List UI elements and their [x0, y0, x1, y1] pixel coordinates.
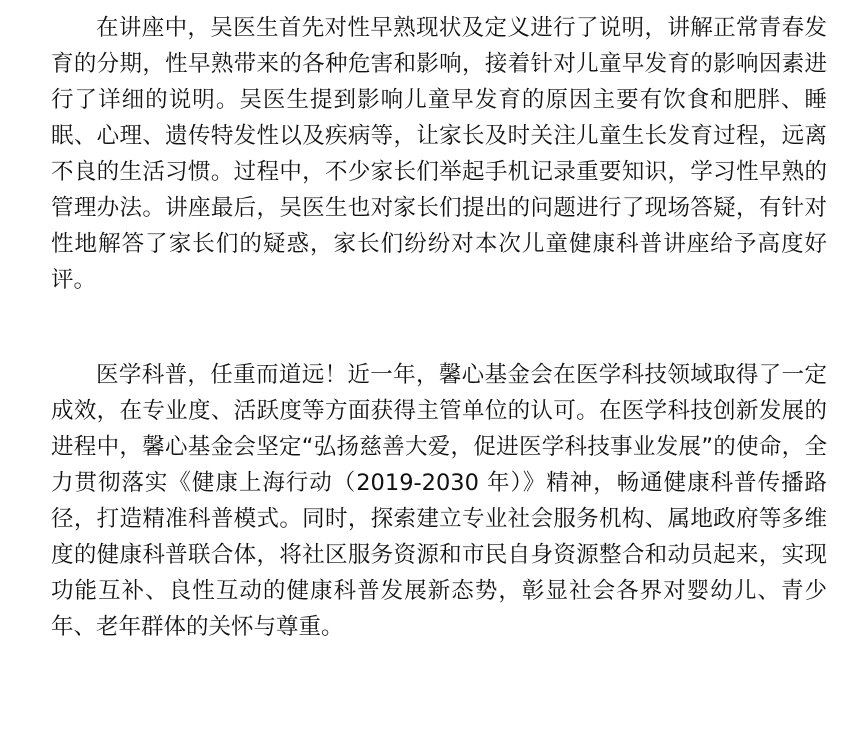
paragraph-lecture-summary: 在讲座中，吴医生首先对性早熟现状及定义进行了说明，讲解正常青春发育的分期，性早熟带来的各种危害和影响，接着针对儿童早发育的影响因素进行了详细的说明。吴医生提到影响儿童早发育的原因主要有饮食和肥胖、睡眠、心理、遗传特发性以及疾病等，让家长及时关注儿童生长发育过程，远离不良的生活习惯。过程中，不少家长们举起手机记录重要知识，学习性早熟的管理办法。讲座最后，吴医生也对家长们提出的问题进行了现场答疑，有针对性地解答了家长们的疑惑，家长们纷纷对本次儿童健康科普讲座给予高度好评。: [51, 15, 827, 293]
document-body: [51, 10, 827, 645]
paragraph-spacer: [51, 298, 827, 357]
paragraph-foundation-mission: 医学科普，任重而道远！近一年，馨心基金会在医学科技领域取得了一定成效，在专业度、活跃度等方面获得主管单位的认可。在医学科技创新发展的进程中，馨心基金会坚定“弘扬慈善大爱，促进医学科技事业发展”的使命，全力贯彻落实《健康上海行动（2019-2030 年）》精神，畅通健康科普传播路径，打造精准科普模式。同时，探索建立专业社会服务机构、属地政府等多维度的健康科普联合体，将社区服务资源和市民自身资源整合和动员起来，实现功能互补、良性互动的健康科普发展新态势，彰显社会各界对婴幼儿、青少年、老年群体的关怀与尊重。: [51, 362, 827, 640]
